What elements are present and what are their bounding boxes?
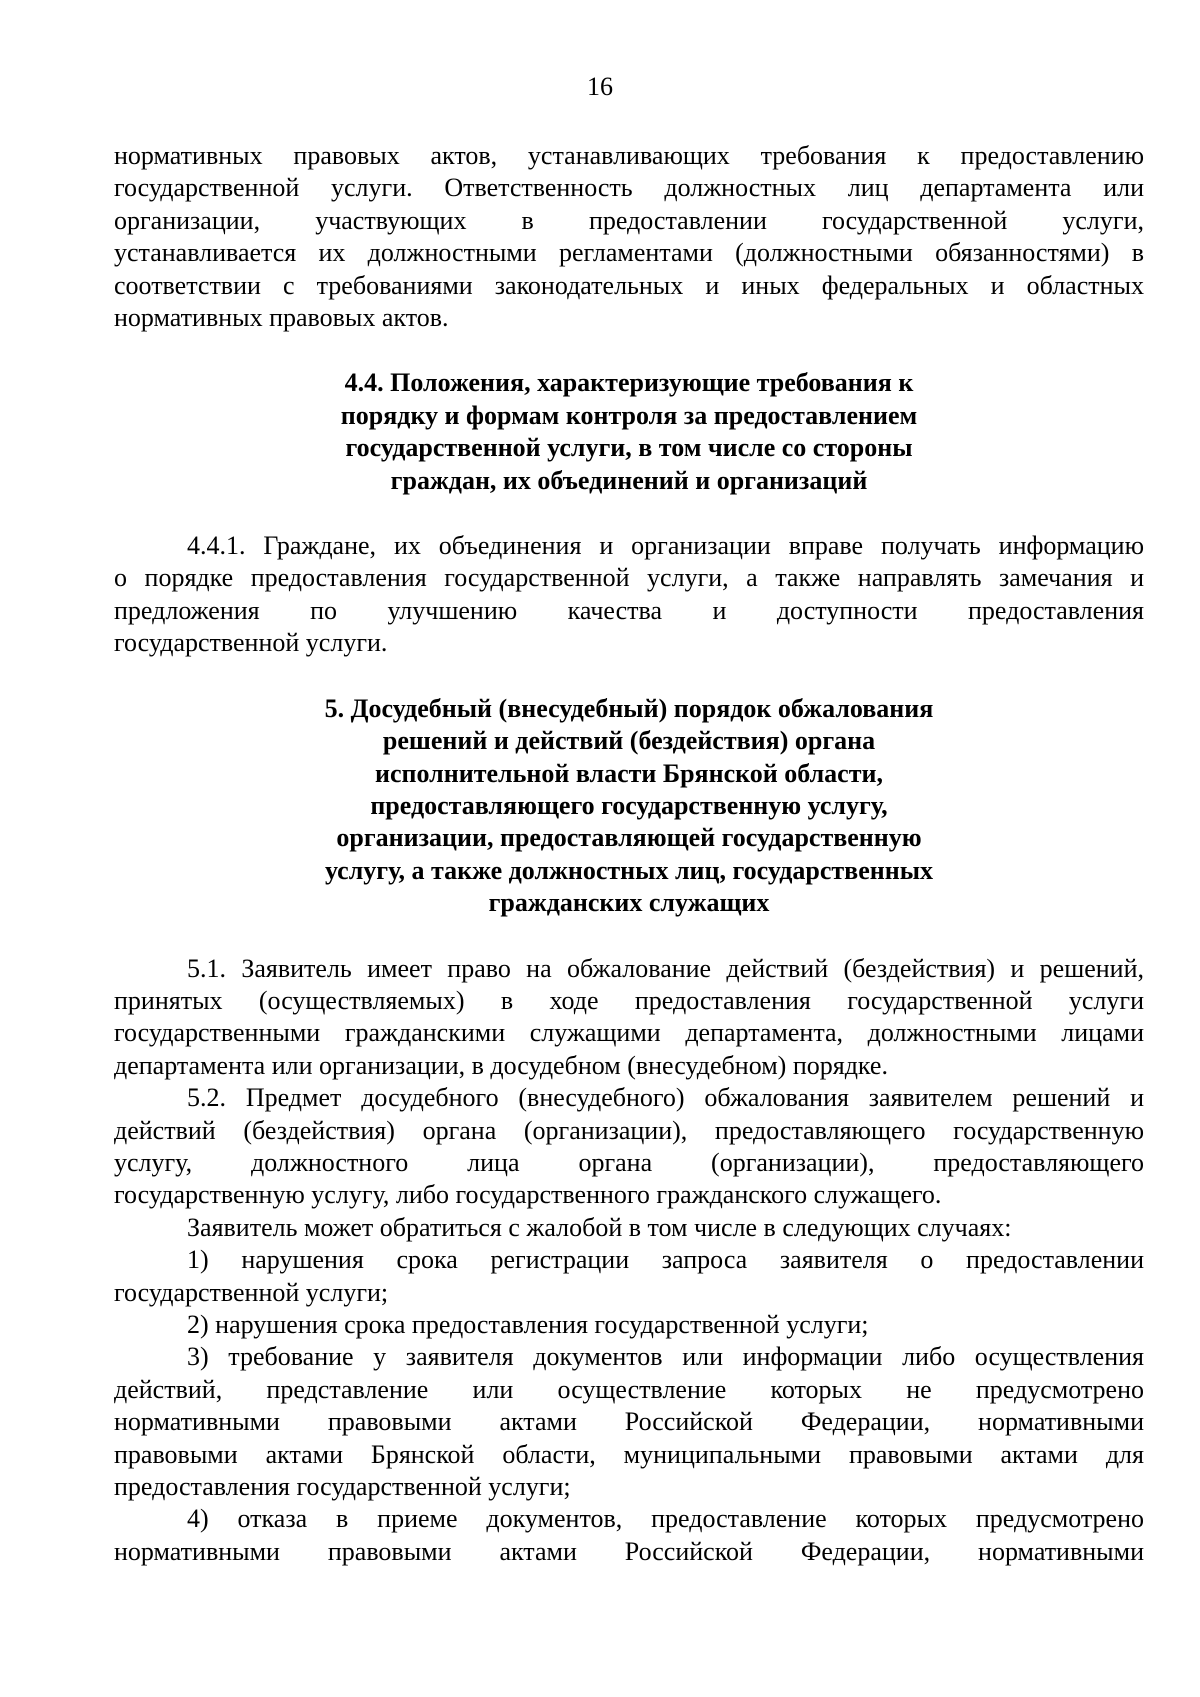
text-line: действий, представление или осуществление которых не предусмотрено [114,1374,1144,1404]
paragraph-cases-intro [114,1212,1144,1244]
text-line: предложения по улучшению качества и доступности предоставления [114,595,1144,625]
text-line: Заявитель может обратиться с жалобой в том числе в следующих случаях: [187,1212,1012,1242]
section-heading-5 [114,693,1144,920]
text-line: о порядке предоставления государственной услуги, а также направлять замечания и [114,563,1144,593]
text-line: правовыми актами Брянской области, муниципальными правовыми актами для [114,1439,1144,1469]
text-line: действий (бездействия) органа (организации), предоставляющего государственную [114,1115,1144,1145]
text-line: государственную услугу, либо государственного гражданского служащего. [114,1180,942,1210]
page-number: 16 [587,72,613,101]
list-item-1 [114,1244,1144,1309]
heading-line: государственной услуги, в том числе со стороны [345,433,913,463]
text-line: устанавливается их должностными регламентами (должностными обязанностями) в [114,238,1144,268]
list-item-3 [114,1341,1144,1503]
heading-line: 4.4. Положения, характеризующие требования к [344,368,914,398]
text-line: услугу, должностного лица органа (организации), предоставляющего [114,1147,1144,1177]
list-item-4 [114,1503,1144,1568]
heading-line: услугу, а также должностных лиц, государственных [324,855,933,885]
paragraph-5-2 [114,1082,1144,1212]
section-heading-4-4 [114,367,1144,497]
heading-line: исполнительной власти Брянской области, [375,758,883,788]
heading-line: организации, предоставляющей государственную [336,823,922,853]
text-line: 1) нарушения срока регистрации запроса заявителя о предоставлении [187,1245,1144,1275]
text-line: нормативными правовыми актами Российской Федерации, нормативными [114,1407,1144,1437]
text-line: 3) требование у заявителя документов или информации либо осуществления [187,1342,1144,1372]
text-line: 5.2. Предмет досудебного (внесудебного) обжалования заявителем решений и [187,1083,1144,1113]
text-line: государственной услуги; [114,1277,389,1307]
text-line: соответствии с требованиями законодательных и иных федеральных и областных [114,270,1144,300]
heading-line: граждан, их объединений и организаций [390,465,868,495]
paragraph-5-1 [114,953,1144,1083]
paragraph-continuation [114,140,1144,334]
paragraph-4-4-1 [114,530,1144,660]
text-line: государственной услуги. [114,628,388,658]
heading-line: порядку и формам контроля за предоставлением [340,400,918,430]
text-line: нормативных правовых актов, устанавливающих требования к предоставлению [114,141,1144,170]
text-line: нормативных правовых актов. [114,303,449,333]
text-line: организации, участвующих в предоставлении государственной услуги, [114,205,1144,235]
list-item-2 [114,1309,1144,1341]
text-line: нормативными правовыми актами Российской Федерации, нормативными [114,1536,1144,1566]
heading-line: предоставляющего государственную услугу, [370,790,888,820]
text-line: государственными гражданскими служащими департамента, должностными лицами [114,1018,1144,1048]
text-line: 4.4.1. Граждане, их объединения и организации вправе получать информацию [187,531,1144,561]
heading-line: гражданских служащих [488,888,770,918]
heading-line: 5. Досудебный (внесудебный) порядок обжалования [324,693,934,723]
text-line: 5.1. Заявитель имеет право на обжалование действий (бездействия) и решений, [187,953,1144,983]
heading-line: решений и действий (бездействия) органа [382,726,876,756]
text-line: принятых (осуществляемых) в ходе предоставления государственной услуги [114,985,1144,1015]
text-line: предоставления государственной услуги; [114,1472,571,1502]
text-line: департамента или организации, в досудебном (внесудебном) порядке. [114,1050,888,1080]
text-line: 4) отказа в приеме документов, предоставление которых предусмотрено [187,1504,1144,1534]
document-body [114,140,1144,1568]
text-line: государственной услуги. Ответственность должностных лиц департамента или [114,173,1144,203]
text-line: 2) нарушения срока предоставления государственной услуги; [187,1310,869,1339]
